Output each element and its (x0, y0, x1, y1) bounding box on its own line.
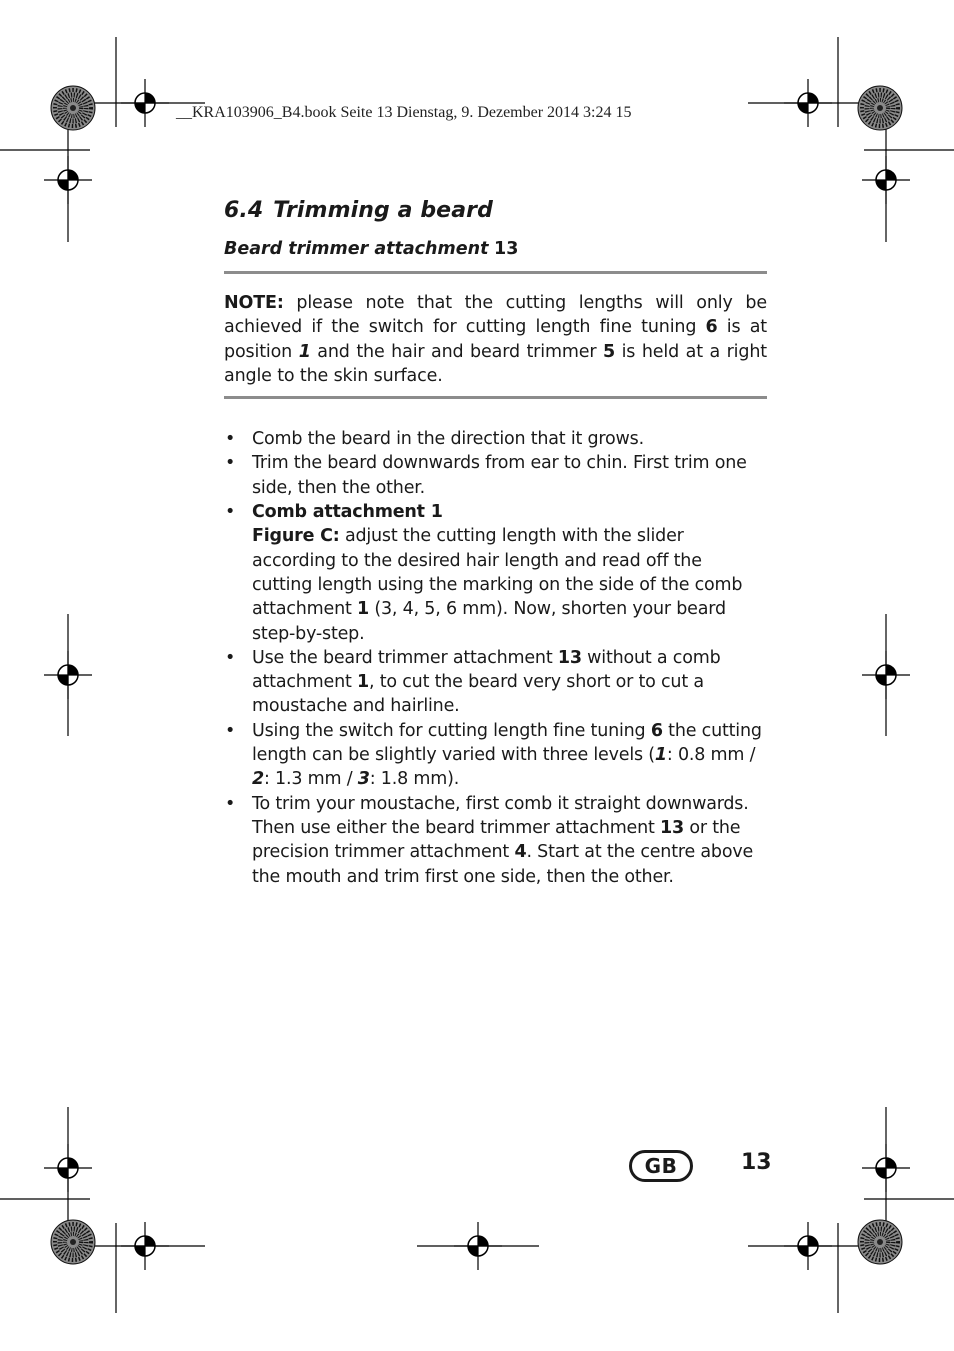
note-text: is held at a right angle to the skin surface. (224, 341, 767, 386)
figure-label: Figure C: (252, 526, 340, 547)
subsection-heading (224, 237, 767, 261)
list-item (224, 792, 767, 889)
subsection-ref: 13 (494, 239, 519, 259)
list-item-text: Trim the beard downwards from ear to chin. First trim one side, then the other. (252, 453, 747, 498)
list-item (224, 719, 767, 792)
note-ref: 6 (705, 317, 718, 338)
section-number: 6.4 (224, 198, 264, 223)
list-item-heading: • Comb attachment 1 (252, 502, 443, 523)
instruction-list (224, 427, 767, 889)
note-top-rule (224, 271, 767, 274)
item-ref: 4 (514, 842, 527, 863)
list-item-text: the cutting length can be slightly varied with three levels ( (252, 720, 762, 766)
list-item (224, 646, 767, 719)
level-label: 1 (654, 745, 667, 766)
list-item-text: Use the beard trimmer attachment (252, 647, 558, 668)
section-title: Trimming a beard (273, 198, 493, 223)
list-item-text: . Start at the centre above the mouth and trim first one side, then the other. (252, 842, 754, 887)
note-ref: 1 (298, 341, 311, 362)
item-ref: 1 (357, 672, 369, 693)
list-item-text: Using the switch for cutting length fine tuning (252, 720, 651, 741)
item-ref: 13 (557, 647, 582, 668)
list-item-text: To trim your moustache, first comb it straight downwards. Then use either the beard trimmer attachment (252, 793, 749, 838)
level-value: : 0.8 mm / (666, 745, 756, 766)
subsection-title: Beard trimmer attachment (224, 239, 489, 259)
page-number: 13 (741, 1150, 772, 1175)
note-label: NOTE: (224, 293, 284, 313)
item-ref: 6 (650, 720, 663, 741)
section-heading (224, 198, 767, 223)
list-item (224, 500, 767, 646)
item-ref: 1 (357, 599, 369, 620)
level-value: : 1.3 mm / (263, 769, 358, 790)
note-text: is at position (224, 317, 767, 362)
print-header: __KRA103906_B4.book Seite 13 Dienstag, 9. Dezember 2014 3:24 15 (176, 104, 632, 121)
level-label: 3 (357, 769, 370, 790)
list-item-text: Comb the beard in the direction that it grows. (252, 429, 644, 450)
note-ref: 5 (602, 341, 615, 362)
level-label: 2 (252, 769, 264, 790)
list-item-text: , to cut the beard very short or to cut a moustache and hairline. (252, 672, 704, 717)
note-box (224, 291, 767, 388)
list-item-text: (3, 4, 5, 6 mm). Now, shorten your beard step-by-step. (252, 599, 726, 644)
list-item (224, 427, 767, 451)
level-value: : 1.8 mm). (369, 769, 460, 790)
list-item (224, 451, 767, 500)
list-item-text: without a comb attachment (252, 647, 721, 693)
language-badge: GB (629, 1150, 693, 1182)
note-text: please note that the cutting lengths will only be achieved if the switch for cutting length fine tuning (224, 293, 767, 338)
note-text: and the hair and beard trimmer (310, 341, 603, 362)
note-bottom-rule (224, 396, 767, 399)
list-item-text: or the precision trimmer attachment (252, 817, 741, 863)
main-content (224, 198, 767, 889)
list-item-text: adjust the cutting length with the slider according to the desired hair length and read off the cutting length using the marking on the side of the comb attachment (252, 526, 743, 620)
item-ref: 13 (660, 817, 684, 838)
